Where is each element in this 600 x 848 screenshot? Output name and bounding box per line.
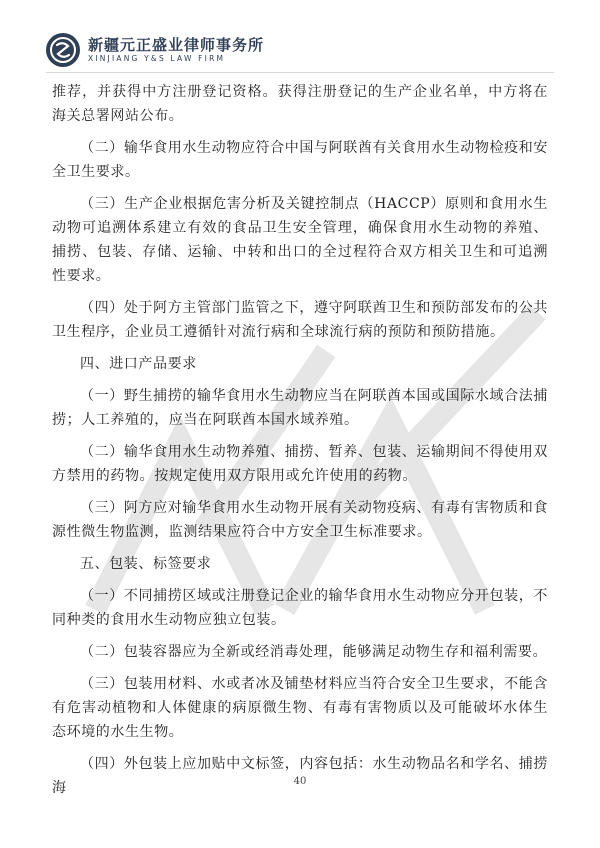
paragraph: 四、进口产品要求 xyxy=(80,356,197,372)
paragraph: （四）外包装上应加贴中文标签，内容包括：水生动物品名和学名、捕捞海 xyxy=(52,756,548,796)
firm-name-cn: 新疆元正盛业律师事务所 xyxy=(88,36,265,54)
paragraph: 五、包装、标签要求 xyxy=(80,556,212,572)
letterhead xyxy=(46,30,264,70)
paragraph: 推荐，并获得中方注册登记资格。获得注册登记的生产企业名单，中方将在海关总署网站公布。 xyxy=(52,84,548,124)
paragraph: （三）生产企业根据危害分析及关键控制点（HACCP）原则和食用水生动物可追溯体系建立有效的食品卫生安全管理，确保食用水生动物的养殖、捕捞、包装、存储、运输、中转和出口的全过程符合双方相关卫生和可追溯性要求。 xyxy=(52,196,548,284)
page-number: 40 xyxy=(293,776,307,787)
firm-name xyxy=(88,36,264,64)
paragraph: （二）包装容器应为全新或经消毒处理，能够满足动物生存和福利需要。 xyxy=(80,644,548,660)
header-divider xyxy=(46,72,554,73)
firm-logo-icon xyxy=(46,33,80,67)
firm-name-en: XINJIANG Y&S LAW FIRM xyxy=(88,54,226,63)
paragraph: （二）输华食用水生动物应符合中国与阿联酋有关食用水生动物检疫和安全卫生要求。 xyxy=(52,140,548,180)
document-body xyxy=(52,80,548,808)
paragraph: （二）输华食用水生动物养殖、捕捞、暂养、包装、运输期间不得使用双方禁用的药物。按规定使用双方限用或允许使用的药物。 xyxy=(52,444,548,484)
paragraph: （三）包装用材料、水或者冰及铺垫材料应当符合安全卫生要求，不能含有危害动植物和人体健康的病原微生物、有毒有害物质以及可能破坏水体生态环境的水生生物。 xyxy=(52,676,548,740)
paragraph: （一）野生捕捞的输华食用水生动物应当在阿联酋本国或国际水域合法捕捞；人工养殖的，应当在阿联酋本国水域养殖。 xyxy=(52,388,548,428)
paragraph: （三）阿方应对输华食用水生动物开展有关动物疫病、有毒有害物质和食源性微生物监测，监测结果应符合中方安全卫生标准要求。 xyxy=(52,500,548,540)
paragraph: （四）处于阿方主管部门监管之下，遵守阿联酋卫生和预防部发布的公共卫生程序，企业员工遵循针对流行病和全球流行病的预防和预防措施。 xyxy=(52,300,548,340)
paragraph: （一）不同捕捞区域或注册登记企业的输华食用水生动物应分开包装，不同种类的食用水生动物应独立包装。 xyxy=(52,588,548,628)
